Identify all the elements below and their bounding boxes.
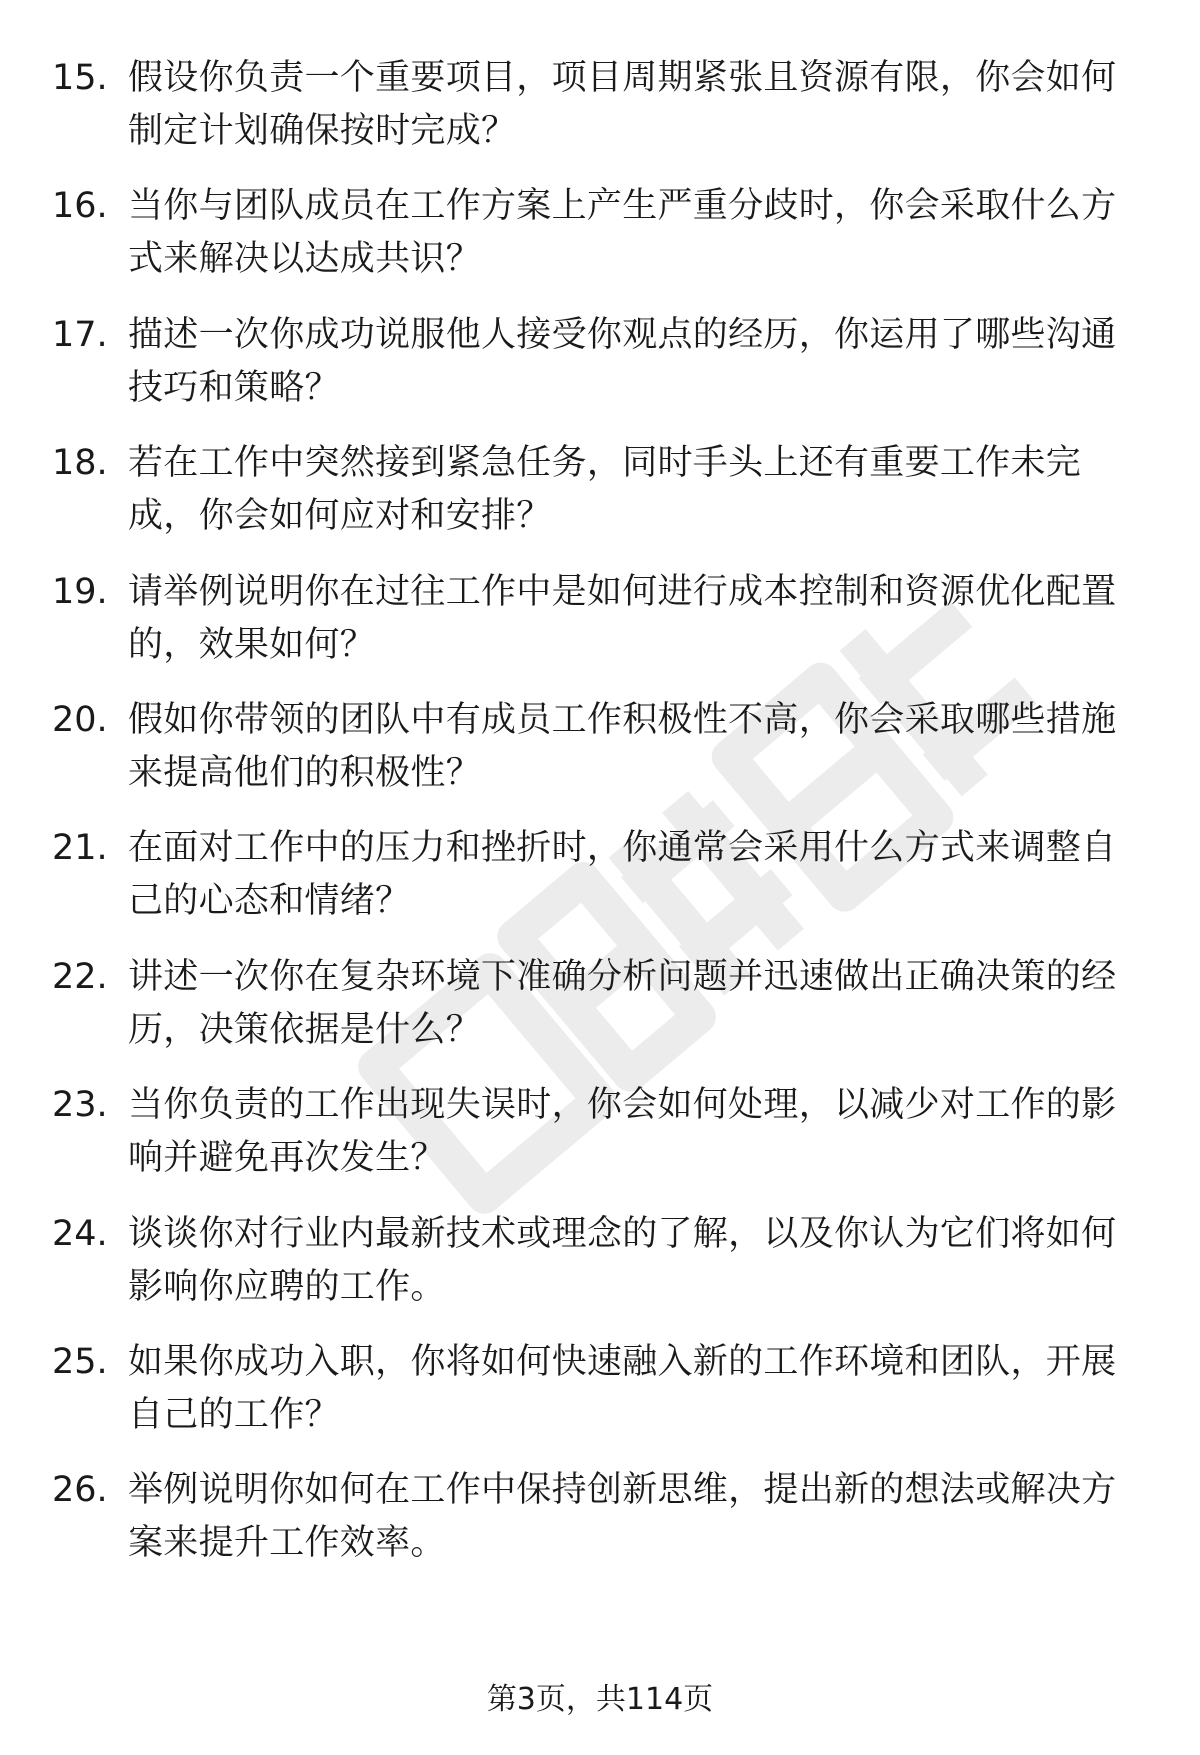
question-number: 20. bbox=[52, 699, 108, 740]
question-number: 18. bbox=[52, 443, 108, 484]
question-text: 在面对工作中的压力和挫折时，你通常会采用什么方式来调整自己的心态和情绪？ bbox=[128, 828, 1117, 922]
question-item bbox=[0, 951, 1200, 1079]
question-list bbox=[0, 52, 1200, 1593]
question-text: 假如你带领的团队中有成员工作积极性不高，你会采取哪些措施来提高他们的积极性？ bbox=[128, 699, 1117, 793]
question-number: 22. bbox=[52, 956, 108, 997]
question-text: 举例说明你如何在工作中保持创新思维，提出新的想法或解决方案来提升工作效率。 bbox=[128, 1470, 1117, 1564]
page-footer: 第3页，共114页 bbox=[486, 1682, 714, 1717]
question-text: 若在工作中突然接到紧急任务，同时手头上还有重要工作未完成，你会如何应对和安排？ bbox=[128, 443, 1082, 537]
question-number: 26. bbox=[52, 1470, 108, 1511]
question-text: 请举例说明你在过往工作中是如何进行成本控制和资源优化配置的，效果如何？ bbox=[128, 571, 1117, 665]
question-item bbox=[0, 180, 1200, 308]
question-number: 17. bbox=[52, 314, 108, 355]
question-text: 当你与团队成员在工作方案上产生严重分歧时，你会采取什么方式来解决以达成共识？ bbox=[128, 186, 1117, 280]
question-item bbox=[0, 1464, 1200, 1592]
question-text: 描述一次你成功说服他人接受你观点的经历，你运用了哪些沟通技巧和策略？ bbox=[128, 314, 1117, 408]
question-text: 如果你成功入职，你将如何快速融入新的工作环境和团队，开展自己的工作？ bbox=[128, 1341, 1117, 1435]
question-item bbox=[0, 694, 1200, 822]
question-number: 16. bbox=[52, 186, 108, 227]
question-number: 23. bbox=[52, 1085, 108, 1126]
question-number: 21. bbox=[52, 828, 108, 869]
question-item bbox=[0, 566, 1200, 694]
question-item bbox=[0, 437, 1200, 565]
question-number: 25. bbox=[52, 1341, 108, 1382]
question-text: 当你负责的工作出现失误时，你会如何处理，以减少对工作的影响并避免再次发生？ bbox=[128, 1085, 1117, 1179]
question-item bbox=[0, 309, 1200, 437]
question-number: 24. bbox=[52, 1213, 108, 1254]
question-text: 谈谈你对行业内最新技术或理念的了解，以及你认为它们将如何影响你应聘的工作。 bbox=[128, 1213, 1117, 1307]
question-item bbox=[0, 52, 1200, 180]
question-number: 15. bbox=[52, 58, 108, 98]
question-number: 19. bbox=[52, 571, 108, 612]
question-item bbox=[0, 1208, 1200, 1336]
question-item bbox=[0, 1079, 1200, 1207]
question-item bbox=[0, 822, 1200, 950]
question-text: 讲述一次你在复杂环境下准确分析问题并迅速做出正确决策的经历，决策依据是什么？ bbox=[128, 956, 1117, 1050]
question-item bbox=[0, 1336, 1200, 1464]
question-text: 假设你负责一个重要项目，项目周期紧张且资源有限，你会如何制定计划确保按时完成？ bbox=[128, 58, 1117, 151]
